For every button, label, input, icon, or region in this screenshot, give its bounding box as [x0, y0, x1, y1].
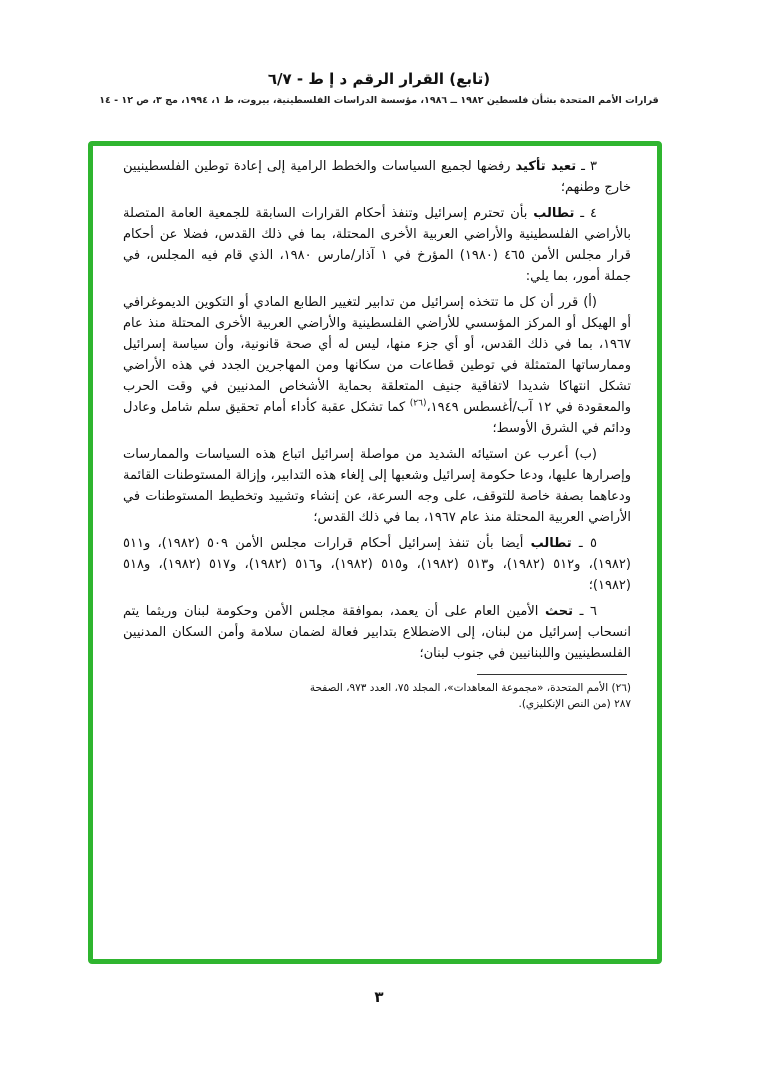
green-border-frame [88, 141, 662, 964]
resolution-title: (تابع) القرار الرقم د إ ط - ٦/٧ [267, 70, 491, 88]
paragraph-marker: ٣ ـ [581, 159, 598, 174]
paragraph-3 [123, 156, 631, 198]
footnote-text [123, 680, 631, 712]
page-header [0, 70, 758, 106]
paragraph-4a [123, 292, 631, 439]
paragraph-lead: تعيد تأكيد [515, 159, 577, 174]
page-number: ٣ [374, 988, 384, 1006]
footnote-line-1: (٢٦) الأمم المتحدة، «مجموعة المعاهدات»، المجلد ٧٥، العدد ٩٧٣، الصفحة [309, 682, 631, 694]
paragraph-lead: تطالب [533, 206, 575, 221]
paragraph-marker: (ب) [574, 447, 597, 462]
paragraph-text: الأمين العام على أن يعمد، بموافقة مجلس الأمن وحكومة لبنان وريثما يتم انسحاب إسرائيل من لبنان، إلى الاضطلاع بتدابير فعالة لضمان سلامة وأمن السكان المدنيين الفلسطينيين واللبنانيين في جنوب لبنان؛ [123, 604, 631, 661]
resolution-body [93, 146, 657, 959]
paragraph-4 [123, 203, 631, 287]
paragraph-marker: ٤ ـ [580, 206, 597, 221]
paragraph-marker: ٦ ـ [579, 604, 597, 619]
footnote-block [123, 674, 631, 712]
paragraph-6 [123, 601, 631, 664]
paragraph-text: بأن تحترم إسرائيل وتنفذ أحكام القرارات السابقة للجمعية العامة المتصلة بالأراضي الفلسطينية والأراضي العربية الأخرى المحتلة، بما في ذلك القدس، فضلا عن أحكام قرار مجلس الأمن ٤٦٥ (١٩٨٠) المؤرخ في ١ آذار/مارس ١٩٨٠، الذي قام فيه المجلس، في جملة أمور، بما يلي: [123, 206, 631, 284]
footnote-separator [477, 674, 627, 675]
source-citation: قرارات الأمم المتحدة بشأن فلسطين ١٩٨٢ ــ ١٩٨٦، مؤسسة الدراسات الفلسطينية، بيروت، ط ١، ١٩٩٤، مج ٣، ص ١٢ - ١٤ [99, 95, 659, 106]
paragraph-marker: (أ) [583, 295, 597, 310]
paragraph-lead: تطالب [530, 536, 572, 551]
paragraph-4b [123, 444, 631, 528]
paragraph-text: رفضها لجميع السياسات والخطط الرامية إلى إعادة توطين الفلسطينيين خارج وطنهم؛ [123, 159, 631, 195]
footnote-reference: (٢٦) [409, 398, 427, 409]
paragraph-text-continued: كما تشكل عقبة كأداء أمام تحقيق سلم شامل وعادل ودائم في الشرق الأوسط؛ [123, 400, 631, 436]
paragraph-text: أيضا بأن تنفذ إسرائيل أحكام قرارات مجلس الأمن ٥٠٩ (١٩٨٢)، و٥١١ (١٩٨٢)، و٥١٢ (١٩٨٢)، و٥١٣ (١٩٨٢)، و٥١٥ (١٩٨٢)، و٥١٦ (١٩٨٢)، و٥١٧ (١٩٨٢)، و٥١٨ (١٩٨٢)؛ [123, 536, 631, 593]
paragraph-5 [123, 533, 631, 596]
paragraph-lead: تحث [544, 604, 573, 619]
paragraph-marker: ٥ ـ [578, 536, 597, 551]
paragraph-text: أعرب عن استيائه الشديد من مواصلة إسرائيل اتباع هذه السياسات والممارسات وإصرارها عليها، ودعا حكومة إسرائيل وشعبها إلى إلغاء هذه التدابير، وإزالة المستوطنات القائمة ودعاهما بصفة خاصة للتوقف، على وجه السرعة، عن إنشاء وتشييد وتخطيط المستوطنات في الأراضي العربية المحتلة منذ عام ١٩٦٧، بما في ذلك القدس؛ [123, 447, 631, 525]
paragraph-text: قرر أن كل ما تتخذه إسرائيل من تدابير لتغيير الطابع المادي أو التكوين الديموغرافي أو الهيكل أو المركز المؤسسي للأراضي الفلسطينية والأراضي العربية الأخرى المحتلة منذ عام ١٩٦٧، بما في ذلك القدس، أو أي جزء منها، ليس له أي صحة قانونية، وأن سياسة إسرائيل وممارساتها المتمثلة في توطين قطاعات من سكانها ومن المهاجرين الجدد في هذه الأراضي تشكل انتهاكا شديدا لاتفاقية جنيف المتعلقة بحماية الأشخاص المدنيين في وقت الحرب والمعقودة في ١٢ آب/أغسطس ١٩٤٩، [123, 295, 631, 415]
footnote-line-2: ٢٨٧ (من النص الإنكليزي). [518, 698, 631, 710]
